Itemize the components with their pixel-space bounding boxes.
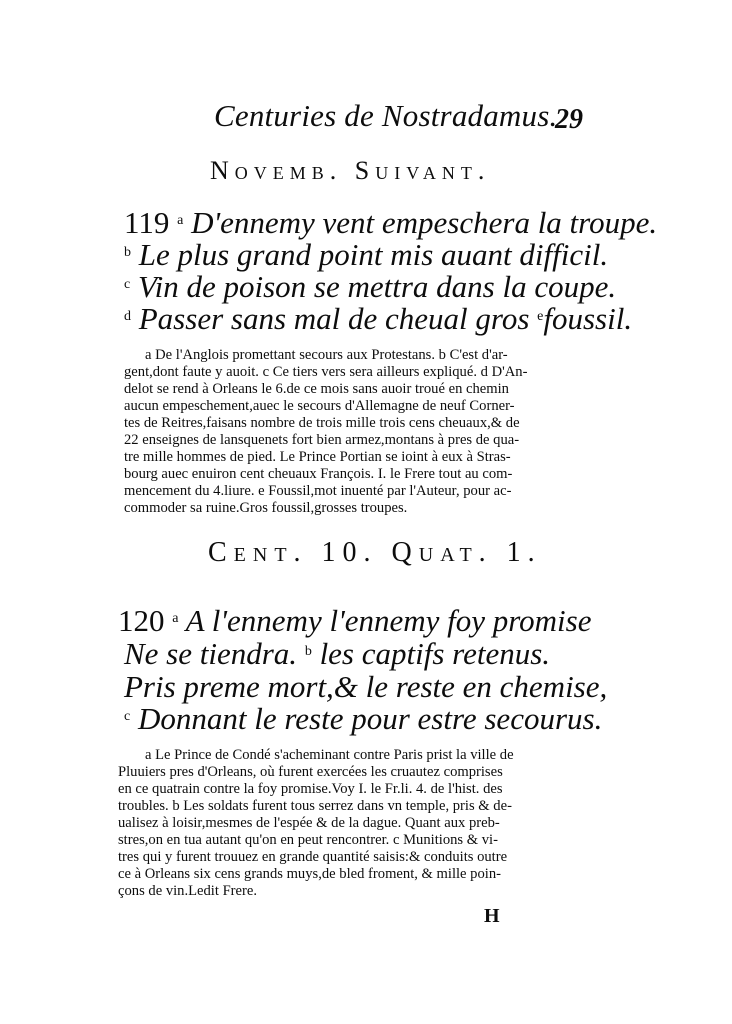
note-line: a De l'Anglois promettant secours aux Protestans. b C'est d'ar- [145, 347, 508, 363]
note-mark: a [172, 611, 179, 626]
verse-text: Vin de poison se mettra dans la coupe. [137, 269, 617, 304]
note-line: aucun empeschement,auec le secours d'Allemagne de neuf Corner- [124, 398, 515, 414]
section-heading-novemb: Novemb. Suivant. [210, 156, 491, 185]
note-mark: a [177, 213, 184, 228]
note-line: delot se rend à Orleans le 6.de ce mois sans auoir troué en chemin [124, 381, 509, 397]
note-line: Pluuiers pres d'Orleans, où furent exercées les cruautez comprises [118, 764, 503, 780]
note-line: 22 enseignes de lansquenets fort bien armez,montans à pres de qua- [124, 432, 520, 448]
quatrain-119-line-3 [124, 271, 616, 303]
note-line: gent,dont faute y auoit. c Ce tiers vers sera ailleurs expliqué. d D'An- [124, 364, 528, 380]
verse-text: foussil. [543, 301, 633, 336]
verse-text: Donnant le reste pour estre secourus. [137, 701, 603, 736]
note-mark: c [124, 277, 131, 292]
note-line: stres,on en tua autant qu'on en peut rencontrer. c Munitions & vi- [118, 832, 498, 848]
verse-text: Le plus grand point mis auant difficil. [138, 237, 609, 272]
quatrain-120-line-2 [124, 638, 550, 670]
quatrain-120-line-1 [118, 605, 591, 637]
note-line: mencement du 4.liure. e Foussil,mot inuenté par l'Auteur, pour ac- [124, 483, 512, 499]
section-heading-cent: Cent. 10. Quat. 1. [208, 537, 542, 568]
verse-text: Ne se tiendra. [124, 636, 298, 671]
verse-text: A l'ennemy l'ennemy foy promise [185, 603, 592, 638]
verse-text: D'ennemy vent empeschera la troupe. [191, 205, 658, 240]
note-line: tes de Reitres,faisans nombre de trois mille trois cens cheuaux,& de [124, 415, 520, 431]
note-line: commoder sa ruine.Gros foussil,grosses troupes. [124, 500, 408, 516]
note-line: bourg auec enuiron cent cheuaux François. I. le Frere tout au com- [124, 466, 513, 482]
note-line: troubles. b Les soldats furent tous serrez dans vn temple, pris & de- [118, 798, 512, 814]
note-line: tre mille hommes de pied. Le Prince Portian se ioint à eux à Stras- [124, 449, 511, 465]
quatrain-119-line-4 [124, 303, 632, 335]
verse-text: Pris preme mort,& le reste en chemise, [124, 669, 608, 704]
note-line: en ce quatrain contre la foy promise.Voy I. le Fr.li. 4. de l'hist. des [118, 781, 503, 797]
quatrain-119-line-1 [124, 207, 657, 239]
verse-text: les captifs retenus. [319, 636, 551, 671]
running-header-title: Centuries de Nostradamus. [214, 98, 558, 133]
quatrain-number: 119 [124, 205, 170, 240]
note-mark: b [304, 644, 312, 659]
verse-text: Passer sans mal de cheual gros [138, 301, 538, 336]
quatrain-120-line-4 [124, 703, 602, 735]
note-line: çons de vin.Ledit Frere. [118, 883, 258, 899]
note-line: tres qui y furent trouuez en grande quantité saisis:& conduits outre [118, 849, 508, 865]
note-mark: c [124, 709, 131, 724]
quatrain-number: 120 [118, 603, 165, 638]
signature-mark: H [484, 905, 500, 927]
note-mark: e [537, 309, 544, 324]
page-number: 29 [555, 104, 583, 135]
note-mark: d [124, 309, 131, 324]
quatrain-120-line-3 [124, 671, 607, 703]
quatrain-119-line-2 [124, 239, 608, 271]
note-line: ce à Orleans six cens grands muys,de bled froment, & mille poin- [118, 866, 501, 882]
note-mark: b [124, 245, 131, 260]
note-line: a Le Prince de Condé s'acheminant contre Paris prist la ville de [145, 747, 514, 763]
note-line: ualisez à loisir,mesmes de l'espée & de la dague. Quant aux preb- [118, 815, 500, 831]
